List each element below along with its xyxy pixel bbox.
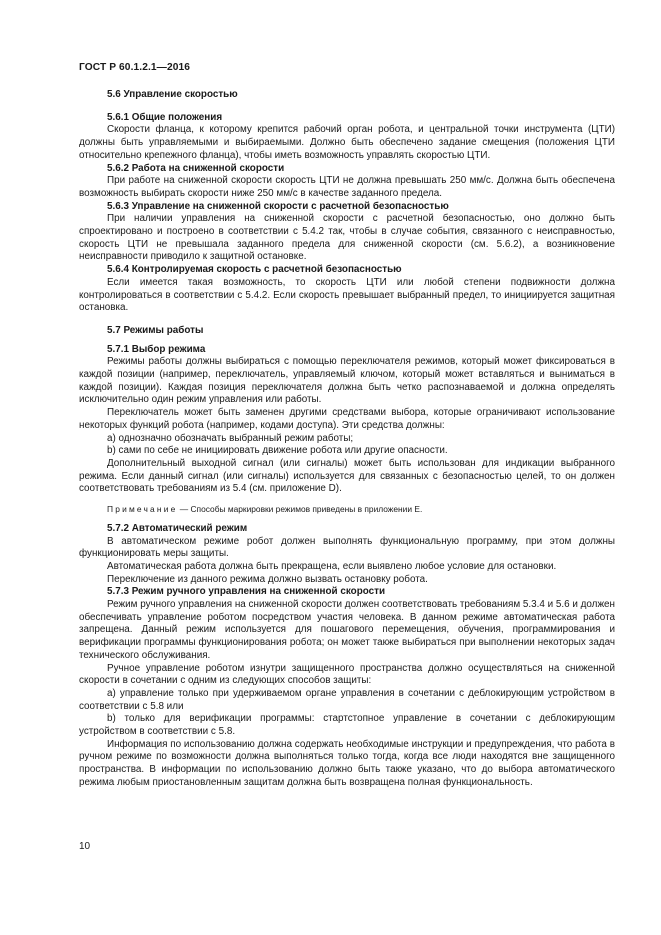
paragraph: Дополнительный выходной сигнал (или сигналы) может быть использован для индикации выбранного режима. Если данный сигнал (или сигналы) используется для связанных с безопасностью целей, то он должен соответствовать требованиям из 5.4 (см. приложение D). <box>79 457 615 495</box>
list-item: a) управление только при удерживаемом органе управления в сочетании с деблокирующим устройством в соответствии с 5.8 или <box>79 687 615 712</box>
standard-header: ГОСТ Р 60.1.2.1—2016 <box>79 62 191 73</box>
note-label: Примечание <box>107 504 178 515</box>
list-item: b) только для верификации программы: стартстопное управление в сочетании с деблокирующим устройством в соответствии с 5.8. <box>79 713 615 738</box>
list-item: b) сами по себе не инициировать движение робота или другие опасности. <box>107 445 448 457</box>
note <box>79 503 615 516</box>
subsection-heading: 5.6.4 Контролируемая скорость с расчетной безопасностью <box>107 264 402 276</box>
document-body <box>79 89 615 790</box>
subsection-heading: 5.6.3 Управление на сниженной скорости с расчетной безопасностью <box>107 200 449 212</box>
paragraph: Ручное управление роботом изнутри защищенного пространства должно осуществляться на сниженной скорости в сочетании с одним из следующих способов защиты: <box>79 662 615 687</box>
note-text: — Способы маркировки режимов приведены в приложении Е. <box>177 504 423 515</box>
paragraph: Переключатель может быть заменен другими средствами выбора, которые ограничивают использование некоторых функций робота (например, кодами доступа). Эти средства должны: <box>79 407 615 431</box>
section-heading: 5.7 Режимы работы <box>107 324 204 336</box>
section-heading: 5.6 Управление скоростью <box>107 89 238 100</box>
page-number: 10 <box>79 841 91 852</box>
paragraph: Информация по использованию должна содержать необходимые инструкции и предупреждения, что работа в ручном режиме по возможности должна выполняться только тогда, когда все люди находятся вне защищенного пространства. В информации по использованию должно быть также указано, что до выбора автоматического режима любым приостановленным защитам должна быть возвращена полная функциональность. <box>79 738 615 788</box>
subsection-heading: 5.7.1 Выбор режима <box>107 343 206 355</box>
paragraph: При наличии управления на сниженной скорости с расчетной безопасностью, оно должно быть спроектировано и построено в соответствии с 5.4.2 так, чтобы в случае события, связанного с неисправностью, скорость ЦТИ не превышала заданного предела для сниженной скорости (см. 5.6.2), а возникновение неисправности приводило к защитной остановке. <box>79 213 615 263</box>
subsection-heading: 5.7.3 Режим ручного управления на сниженной скорости <box>107 586 386 598</box>
list-item: a) однозначно обозначать выбранный режим работы; <box>107 432 354 444</box>
paragraph: Переключение из данного режима должно вызвать остановку робота. <box>107 573 428 585</box>
paragraph: Если имеется такая возможность, то скорость ЦТИ или любой степени подвижности должна контролироваться в соответствии с 5.4.2. Если скорость превышает выбранный предел, то инициируется защитная остановка. <box>79 276 615 314</box>
paragraph: Автоматическая работа должна быть прекращена, если выявлено любое условие для остановки. <box>107 560 557 572</box>
paragraph: Скорости фланца, к которому крепится рабочий орган робота, и центральной точки инструмента (ЦТИ) должны быть управляемыми и выбираемыми. Должно быть обеспечено задание смещения (положения ЦТИ относительно крепежного фланца), чтобы иметь возможность управлять скоростью ЦТИ. <box>79 124 615 161</box>
paragraph: Режим ручного управления на сниженной скорости должен соответствовать требованиям 5.3.4 и 5.6 и должен обеспечивать управление роботом посредством участия человека. В данном режиме автоматическая работа запрещена. Данный режим используется для пошагового перемещения, обучения, программирования и верификации программы функционирования робота; он может также выбираться при выполнении некоторых задач технического обслуживания. <box>79 599 615 661</box>
subsection-heading: 5.6.2 Работа на сниженной скорости <box>107 162 285 174</box>
paragraph: Режимы работы должны выбираться с помощью переключателя режимов, который может фиксироваться в каждой позиции (например, переключатель, управляемый ключом, который может вставляться и выниматься в каждой позиции). Каждая позиция переключателя должна быть четко распознаваемой и должна определять исключительно один режим управления или работы. <box>79 356 615 406</box>
paragraph: При работе на сниженной скорости скорость ЦТИ не должна превышать 250 мм/с. Должна быть обеспечена возможность выбирать скорости ниже 250 мм/с в качестве заданного предела. <box>79 175 615 199</box>
paragraph: В автоматическом режиме робот должен выполнять функциональную программу, при этом должны функционировать меры защиты. <box>79 535 615 560</box>
subsection-heading: 5.7.2 Автоматический режим <box>107 522 248 534</box>
subsection-heading: 5.6.1 Общие положения <box>107 111 223 123</box>
